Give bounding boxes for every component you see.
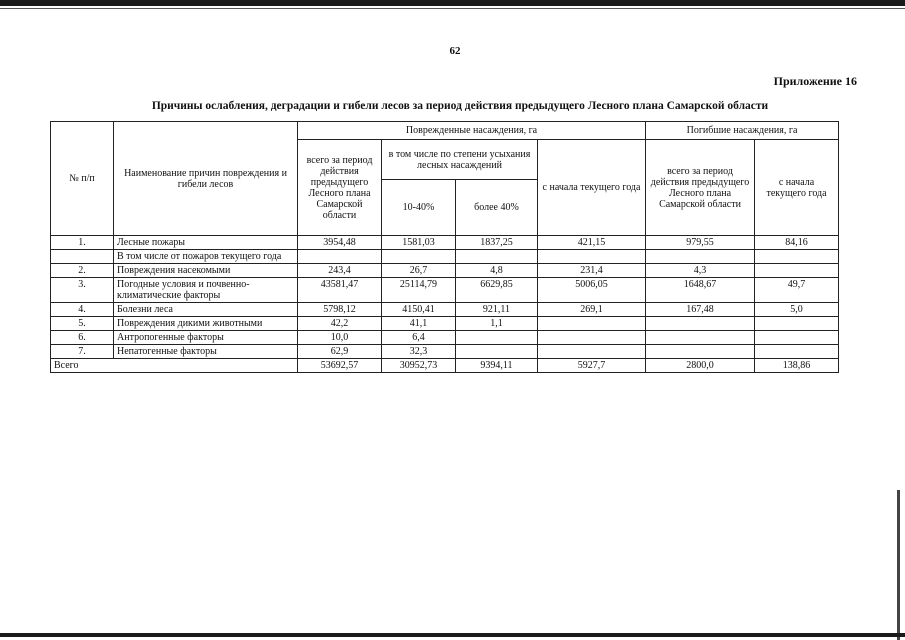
row-cause: Антропогенные факторы (114, 331, 298, 345)
cell-degree-over-40 (456, 331, 538, 345)
cell-dead-current (755, 331, 839, 345)
cell-dead-total: 979,55 (646, 236, 755, 250)
cell-damaged-total: 10,0 (298, 331, 382, 345)
table-total-row (51, 359, 839, 373)
header-dead-total: всего за период действия предыдущего Лесного плана Самарской области (646, 140, 755, 236)
total-damaged-current: 5927,7 (538, 359, 646, 373)
row-cause: В том числе от пожаров текущего года (114, 250, 298, 264)
cell-damaged-total: 62,9 (298, 345, 382, 359)
row-number: 5. (51, 317, 114, 331)
row-cause: Лесные пожары (114, 236, 298, 250)
cell-damaged-current: 5006,05 (538, 278, 646, 303)
document-title: Причины ослабления, деградации и гибели лесов за период действия предыдущего Лесного плана Самарской области (151, 100, 769, 112)
cell-degree-over-40: 1,1 (456, 317, 538, 331)
cell-degree-10-40: 4150,41 (382, 303, 456, 317)
cell-degree-10-40: 1581,03 (382, 236, 456, 250)
header-degree-10-40: 10-40% (382, 180, 456, 236)
cell-damaged-current (538, 345, 646, 359)
cell-damaged-current (538, 250, 646, 264)
row-number: 6. (51, 331, 114, 345)
table-row (51, 345, 839, 359)
cell-damaged-current: 421,15 (538, 236, 646, 250)
cell-damaged-total: 42,2 (298, 317, 382, 331)
top-border-rule (0, 0, 905, 6)
cell-dead-current: 49,7 (755, 278, 839, 303)
table-row (51, 331, 839, 345)
cell-degree-10-40: 41,1 (382, 317, 456, 331)
header-degree-over-40: более 40% (456, 180, 538, 236)
header-cause: Наименование причин повреждения и гибели лесов (114, 122, 298, 236)
cell-damaged-current (538, 331, 646, 345)
cell-degree-over-40: 921,11 (456, 303, 538, 317)
right-edge-shadow (897, 490, 900, 640)
header-damaged-total: всего за период действия предыдущего Лесного плана Самарской области (298, 140, 382, 236)
cell-damaged-total: 243,4 (298, 264, 382, 278)
cell-dead-total: 1648,67 (646, 278, 755, 303)
row-number: 1. (51, 236, 114, 250)
cell-damaged-current: 231,4 (538, 264, 646, 278)
total-damaged: 53692,57 (298, 359, 382, 373)
cell-dead-current (755, 264, 839, 278)
row-cause: Непатогенные факторы (114, 345, 298, 359)
cell-degree-over-40: 4,8 (456, 264, 538, 278)
cell-dead-current: 5,0 (755, 303, 839, 317)
cell-degree-10-40: 32,3 (382, 345, 456, 359)
row-cause: Погодные условия и почвенно-климатические факторы (114, 278, 298, 303)
table-row (51, 236, 839, 250)
table-row (51, 250, 839, 264)
cell-dead-current (755, 317, 839, 331)
cell-degree-over-40 (456, 250, 538, 264)
cell-dead-total (646, 250, 755, 264)
header-dead-group: Погибшие насаждения, га (646, 122, 839, 140)
cell-damaged-total (298, 250, 382, 264)
table-row (51, 303, 839, 317)
cell-degree-10-40: 26,7 (382, 264, 456, 278)
row-number: 3. (51, 278, 114, 303)
cell-dead-total (646, 345, 755, 359)
cell-degree-10-40: 6,4 (382, 331, 456, 345)
forest-damage-table (50, 121, 839, 373)
cell-damaged-total: 5798,12 (298, 303, 382, 317)
header-damaged-group: Поврежденные насаждения, га (298, 122, 646, 140)
appendix-label: Приложение 16 (773, 74, 857, 88)
cell-dead-total (646, 331, 755, 345)
table-row (51, 317, 839, 331)
cell-damaged-current (538, 317, 646, 331)
cell-degree-10-40 (382, 250, 456, 264)
page-number: 62 (449, 45, 461, 57)
cell-damaged-total: 3954,48 (298, 236, 382, 250)
row-cause: Повреждения насекомыми (114, 264, 298, 278)
cell-damaged-current: 269,1 (538, 303, 646, 317)
row-cause: Повреждения дикими животными (114, 317, 298, 331)
row-number: 4. (51, 303, 114, 317)
table-row (51, 264, 839, 278)
header-damaged-by-degree: в том числе по степени усыхания лесных насаждений (382, 140, 538, 180)
row-cause: Болезни леса (114, 303, 298, 317)
cell-degree-10-40: 25114,79 (382, 278, 456, 303)
top-border-thin-rule (0, 8, 905, 9)
table-row (51, 278, 839, 303)
row-number: 7. (51, 345, 114, 359)
header-damaged-current: с начала текущего года (538, 140, 646, 236)
cell-damaged-total: 43581,47 (298, 278, 382, 303)
bottom-border-rule (0, 633, 905, 637)
row-number (51, 250, 114, 264)
total-dead: 2800,0 (646, 359, 755, 373)
cell-dead-total: 4,3 (646, 264, 755, 278)
row-number: 2. (51, 264, 114, 278)
cell-dead-current (755, 250, 839, 264)
total-dead-current: 138,86 (755, 359, 839, 373)
cell-degree-over-40: 1837,25 (456, 236, 538, 250)
cell-dead-current: 84,16 (755, 236, 839, 250)
cell-dead-total: 167,48 (646, 303, 755, 317)
cell-degree-over-40 (456, 345, 538, 359)
total-degree-10-40: 30952,73 (382, 359, 456, 373)
total-degree-over-40: 9394,11 (456, 359, 538, 373)
header-dead-current: с начала текущего года (755, 140, 839, 236)
total-label: Всего (51, 359, 298, 373)
cell-dead-current (755, 345, 839, 359)
header-num: № п/п (51, 122, 114, 236)
cell-degree-over-40: 6629,85 (456, 278, 538, 303)
cell-dead-total (646, 317, 755, 331)
